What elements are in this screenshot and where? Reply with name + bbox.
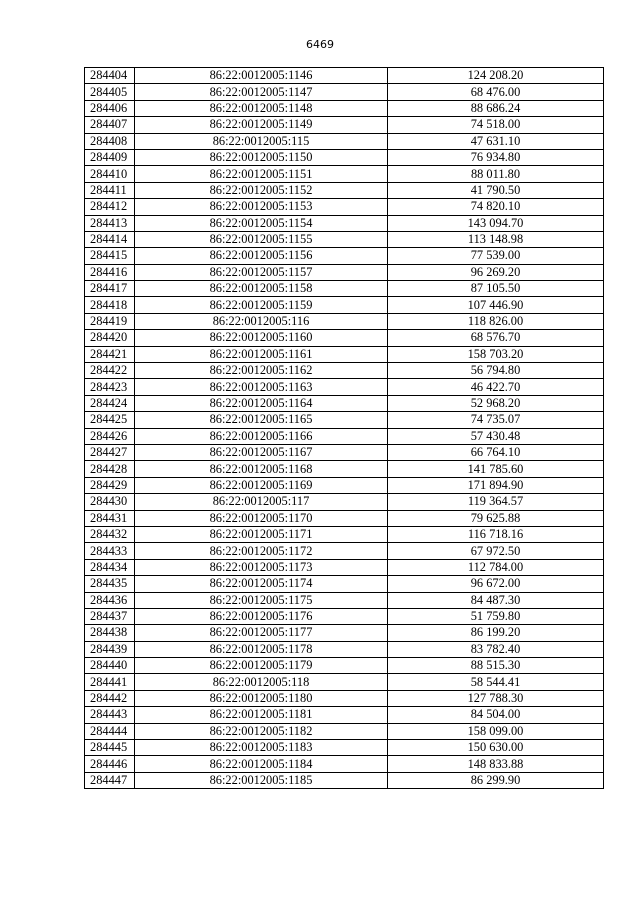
- row-number-cell: 284441: [85, 674, 135, 690]
- cadastral-number-cell: 86:22:0012005:1161: [135, 346, 388, 362]
- cadastral-number-cell: 86:22:0012005:1146: [135, 68, 388, 84]
- value-cell: 46 422.70: [388, 379, 604, 395]
- cadastral-number-cell: 86:22:0012005:115: [135, 133, 388, 149]
- value-cell: 68 476.00: [388, 84, 604, 100]
- value-cell: 51 759.80: [388, 608, 604, 624]
- value-cell: 158 703.20: [388, 346, 604, 362]
- row-number-cell: 284429: [85, 477, 135, 493]
- row-number-cell: 284406: [85, 100, 135, 116]
- value-cell: 87 105.50: [388, 281, 604, 297]
- cadastral-number-cell: 86:22:0012005:1176: [135, 608, 388, 624]
- row-number-cell: 284431: [85, 510, 135, 526]
- table-row: [85, 723, 604, 739]
- row-number-cell: 284411: [85, 182, 135, 198]
- table-row: [85, 248, 604, 264]
- cadastral-number-cell: 86:22:0012005:1180: [135, 690, 388, 706]
- value-cell: 141 785.60: [388, 461, 604, 477]
- cadastral-number-cell: 86:22:0012005:116: [135, 313, 388, 329]
- table-row: [85, 133, 604, 149]
- cadastral-number-cell: 86:22:0012005:1164: [135, 395, 388, 411]
- row-number-cell: 284426: [85, 428, 135, 444]
- page-number: 6469: [306, 38, 334, 51]
- value-cell: 74 518.00: [388, 117, 604, 133]
- table-row: [85, 559, 604, 575]
- value-cell: 88 515.30: [388, 658, 604, 674]
- value-cell: 47 631.10: [388, 133, 604, 149]
- cadastral-number-cell: 86:22:0012005:117: [135, 494, 388, 510]
- table-row: [85, 428, 604, 444]
- cadastral-number-cell: 86:22:0012005:1174: [135, 576, 388, 592]
- row-number-cell: 284416: [85, 264, 135, 280]
- value-cell: 88 011.80: [388, 166, 604, 182]
- table-row: [85, 707, 604, 723]
- value-cell: 148 833.88: [388, 756, 604, 772]
- cadastral-number-cell: 86:22:0012005:1168: [135, 461, 388, 477]
- value-cell: 86 299.90: [388, 772, 604, 788]
- row-number-cell: 284405: [85, 84, 135, 100]
- value-cell: 107 446.90: [388, 297, 604, 313]
- row-number-cell: 284420: [85, 330, 135, 346]
- cadastral-number-cell: 86:22:0012005:1169: [135, 477, 388, 493]
- row-number-cell: 284444: [85, 723, 135, 739]
- value-cell: 84 487.30: [388, 592, 604, 608]
- row-number-cell: 284440: [85, 658, 135, 674]
- value-cell: 158 099.00: [388, 723, 604, 739]
- cadastral-number-cell: 86:22:0012005:1150: [135, 149, 388, 165]
- cadastral-number-cell: 86:22:0012005:1182: [135, 723, 388, 739]
- value-cell: 96 269.20: [388, 264, 604, 280]
- row-number-cell: 284438: [85, 625, 135, 641]
- row-number-cell: 284412: [85, 199, 135, 215]
- cadastral-number-cell: 86:22:0012005:1171: [135, 526, 388, 542]
- row-number-cell: 284439: [85, 641, 135, 657]
- table-row: [85, 117, 604, 133]
- value-cell: 67 972.50: [388, 543, 604, 559]
- value-cell: 119 364.57: [388, 494, 604, 510]
- value-cell: 57 430.48: [388, 428, 604, 444]
- table-row: [85, 690, 604, 706]
- cadastral-number-cell: 86:22:0012005:1185: [135, 772, 388, 788]
- table-row: [85, 84, 604, 100]
- row-number-cell: 284418: [85, 297, 135, 313]
- row-number-cell: 284408: [85, 133, 135, 149]
- table-row: [85, 182, 604, 198]
- table-row: [85, 494, 604, 510]
- value-cell: 76 934.80: [388, 149, 604, 165]
- row-number-cell: 284407: [85, 117, 135, 133]
- value-cell: 83 782.40: [388, 641, 604, 657]
- value-cell: 77 539.00: [388, 248, 604, 264]
- cadastral-table: [84, 67, 604, 789]
- row-number-cell: 284430: [85, 494, 135, 510]
- value-cell: 74 735.07: [388, 412, 604, 428]
- row-number-cell: 284427: [85, 444, 135, 460]
- row-number-cell: 284409: [85, 149, 135, 165]
- table-row: [85, 281, 604, 297]
- table-row: [85, 608, 604, 624]
- table-row: [85, 740, 604, 756]
- table-row: [85, 477, 604, 493]
- cadastral-number-cell: 86:22:0012005:1172: [135, 543, 388, 559]
- cadastral-number-cell: 86:22:0012005:1151: [135, 166, 388, 182]
- value-cell: 52 968.20: [388, 395, 604, 411]
- row-number-cell: 284428: [85, 461, 135, 477]
- value-cell: 112 784.00: [388, 559, 604, 575]
- cadastral-number-cell: 86:22:0012005:1175: [135, 592, 388, 608]
- value-cell: 96 672.00: [388, 576, 604, 592]
- cadastral-number-cell: 86:22:0012005:1183: [135, 740, 388, 756]
- cadastral-number-cell: 86:22:0012005:1149: [135, 117, 388, 133]
- table-row: [85, 215, 604, 231]
- value-cell: 79 625.88: [388, 510, 604, 526]
- row-number-cell: 284414: [85, 231, 135, 247]
- value-cell: 171 894.90: [388, 477, 604, 493]
- table-body: [85, 68, 604, 789]
- value-cell: 86 199.20: [388, 625, 604, 641]
- table-row: [85, 444, 604, 460]
- value-cell: 66 764.10: [388, 444, 604, 460]
- cadastral-number-cell: 86:22:0012005:1158: [135, 281, 388, 297]
- cadastral-number-cell: 86:22:0012005:1154: [135, 215, 388, 231]
- table-row: [85, 68, 604, 84]
- cadastral-number-cell: 86:22:0012005:1184: [135, 756, 388, 772]
- cadastral-number-cell: 86:22:0012005:1167: [135, 444, 388, 460]
- table-row: [85, 658, 604, 674]
- value-cell: 116 718.16: [388, 526, 604, 542]
- row-number-cell: 284422: [85, 363, 135, 379]
- table-row: [85, 526, 604, 542]
- table-row: [85, 166, 604, 182]
- value-cell: 58 544.41: [388, 674, 604, 690]
- table-row: [85, 772, 604, 788]
- row-number-cell: 284424: [85, 395, 135, 411]
- cadastral-number-cell: 86:22:0012005:1165: [135, 412, 388, 428]
- table-row: [85, 625, 604, 641]
- cadastral-number-cell: 86:22:0012005:1177: [135, 625, 388, 641]
- data-table-container: [84, 67, 603, 789]
- cadastral-number-cell: 86:22:0012005:1160: [135, 330, 388, 346]
- value-cell: 127 788.30: [388, 690, 604, 706]
- value-cell: 74 820.10: [388, 199, 604, 215]
- row-number-cell: 284432: [85, 526, 135, 542]
- table-row: [85, 313, 604, 329]
- row-number-cell: 284434: [85, 559, 135, 575]
- row-number-cell: 284419: [85, 313, 135, 329]
- cadastral-number-cell: 86:22:0012005:1152: [135, 182, 388, 198]
- cadastral-number-cell: 86:22:0012005:1148: [135, 100, 388, 116]
- table-row: [85, 592, 604, 608]
- value-cell: 118 826.00: [388, 313, 604, 329]
- cadastral-number-cell: 86:22:0012005:1162: [135, 363, 388, 379]
- value-cell: 56 794.80: [388, 363, 604, 379]
- cadastral-number-cell: 86:22:0012005:1157: [135, 264, 388, 280]
- row-number-cell: 284436: [85, 592, 135, 608]
- value-cell: 88 686.24: [388, 100, 604, 116]
- table-row: [85, 330, 604, 346]
- table-row: [85, 100, 604, 116]
- table-row: [85, 674, 604, 690]
- row-number-cell: 284415: [85, 248, 135, 264]
- row-number-cell: 284435: [85, 576, 135, 592]
- table-row: [85, 543, 604, 559]
- cadastral-number-cell: 86:22:0012005:1159: [135, 297, 388, 313]
- cadastral-number-cell: 86:22:0012005:1173: [135, 559, 388, 575]
- cadastral-number-cell: 86:22:0012005:1163: [135, 379, 388, 395]
- table-row: [85, 641, 604, 657]
- row-number-cell: 284442: [85, 690, 135, 706]
- table-row: [85, 149, 604, 165]
- cadastral-number-cell: 86:22:0012005:1147: [135, 84, 388, 100]
- row-number-cell: 284447: [85, 772, 135, 788]
- table-row: [85, 756, 604, 772]
- cadastral-number-cell: 86:22:0012005:1178: [135, 641, 388, 657]
- cadastral-number-cell: 86:22:0012005:1181: [135, 707, 388, 723]
- table-row: [85, 412, 604, 428]
- cadastral-number-cell: 86:22:0012005:1170: [135, 510, 388, 526]
- row-number-cell: 284423: [85, 379, 135, 395]
- value-cell: 41 790.50: [388, 182, 604, 198]
- row-number-cell: 284410: [85, 166, 135, 182]
- row-number-cell: 284446: [85, 756, 135, 772]
- table-row: [85, 461, 604, 477]
- value-cell: 143 094.70: [388, 215, 604, 231]
- table-row: [85, 576, 604, 592]
- table-row: [85, 395, 604, 411]
- value-cell: 150 630.00: [388, 740, 604, 756]
- row-number-cell: 284404: [85, 68, 135, 84]
- table-row: [85, 510, 604, 526]
- row-number-cell: 284425: [85, 412, 135, 428]
- cadastral-number-cell: 86:22:0012005:1155: [135, 231, 388, 247]
- table-row: [85, 363, 604, 379]
- table-row: [85, 297, 604, 313]
- table-row: [85, 264, 604, 280]
- cadastral-number-cell: 86:22:0012005:1153: [135, 199, 388, 215]
- cadastral-number-cell: 86:22:0012005:1166: [135, 428, 388, 444]
- row-number-cell: 284445: [85, 740, 135, 756]
- row-number-cell: 284443: [85, 707, 135, 723]
- value-cell: 124 208.20: [388, 68, 604, 84]
- cadastral-number-cell: 86:22:0012005:1179: [135, 658, 388, 674]
- row-number-cell: 284417: [85, 281, 135, 297]
- value-cell: 68 576.70: [388, 330, 604, 346]
- row-number-cell: 284421: [85, 346, 135, 362]
- value-cell: 84 504.00: [388, 707, 604, 723]
- table-row: [85, 379, 604, 395]
- row-number-cell: 284433: [85, 543, 135, 559]
- row-number-cell: 284413: [85, 215, 135, 231]
- row-number-cell: 284437: [85, 608, 135, 624]
- table-row: [85, 346, 604, 362]
- cadastral-number-cell: 86:22:0012005:1156: [135, 248, 388, 264]
- value-cell: 113 148.98: [388, 231, 604, 247]
- table-row: [85, 231, 604, 247]
- cadastral-number-cell: 86:22:0012005:118: [135, 674, 388, 690]
- table-row: [85, 199, 604, 215]
